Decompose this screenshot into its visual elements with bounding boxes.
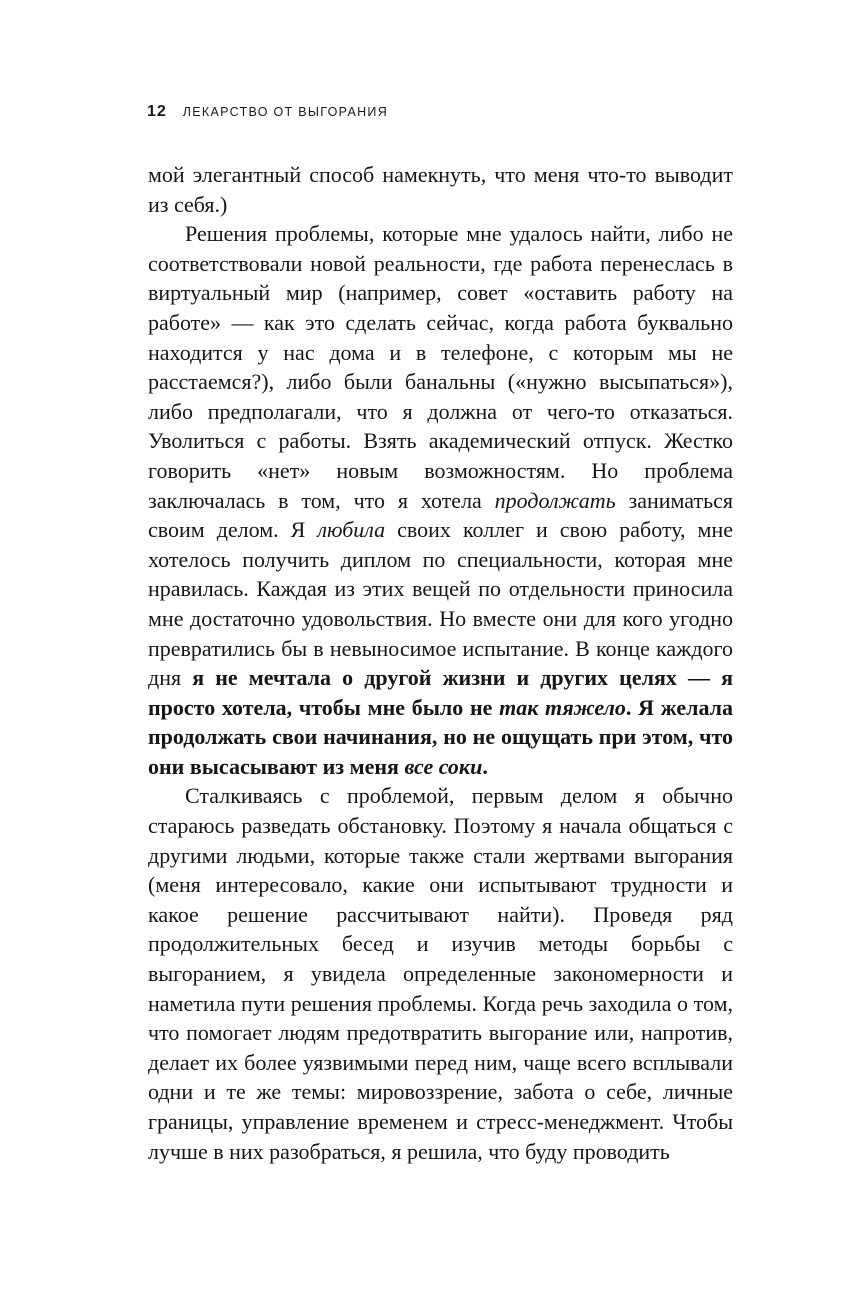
text-run: Сталкиваясь с проблемой, первым делом я обычно стараюсь разведать обстановку. Поэтому я начала общаться с другими людьми, которые также стали жертвами выгорания (меня интересовало, какие они испытывают трудности и какое решение рассчитывают найти). Проведя ряд продолжительных бесед и изучив методы борьбы с выгоранием, я увидела определенные закономерности и наметила пути решения проблемы. Когда речь заходила о том, что помогает людям предотвратить выгорание или, напротив, делает их более уязвимыми перед ним, чаще всего всплывали одни и те же темы: мировоззрение, забота о себе, личные границы, управление временем и стресс-менеджмент. Чтобы лучше в них разобраться, я решила, что буду проводить — [148, 783, 733, 1164]
emphasis-italic: любила — [317, 517, 386, 543]
paragraph-1 — [148, 160, 733, 219]
running-header — [147, 103, 388, 121]
paragraph-3 — [148, 781, 733, 1166]
text-run: заниматься своим делом. Я — [148, 487, 734, 543]
emphasis-bold: я не мечтала о другой жизни и других целях — я просто хотела, чтобы мне было не — [148, 665, 733, 720]
emphasis-bold: . — [482, 753, 488, 779]
body-text — [148, 160, 733, 1166]
emphasis-bold: . Я желала продолжать свои начинания, но не ощущать при этом, что они высасывают из меня — [148, 694, 733, 779]
text-run: Решения проблемы, которые мне удалось найти, либо не соответствовали новой реальности, где работа перенеслась в виртуальный мир (например, совет «оставить работу на работе» — как это сделать сейчас, когда работа буквально находится у нас дома и в телефоне, с которым мы не расстаемся?), либо были банальны («нужно высыпаться»), либо предполагали, что я должна от чего-то отказаться. Уволиться с работы. Взять академический отпуск. Жестко говорить «нет» новым возможностям. Но проблема заключалась в том, что я хотела — [148, 221, 733, 513]
paragraph-2 — [148, 219, 733, 781]
text-run: своих коллег и свою работу, мне хотелось получить диплом по специальности, которая мне нравилась. Каждая из этих вещей по отдельности приносила мне достаточно удовольствия. Но вместе они для кого угодно превратились бы в невыносимое испытание. В конце каждого дня — [148, 517, 734, 691]
page-number: 12 — [147, 103, 167, 120]
text-run: мой элегантный способ намекнуть, что меня что-то выводит из себя.) — [148, 162, 733, 217]
emphasis-bold-italic: все соки — [404, 753, 483, 779]
emphasis-bold-italic: так тяжело — [499, 694, 626, 720]
emphasis-italic: продолжать — [494, 487, 616, 513]
running-title: ЛЕКАРСТВО ОТ ВЫГОРАНИЯ — [182, 105, 389, 119]
